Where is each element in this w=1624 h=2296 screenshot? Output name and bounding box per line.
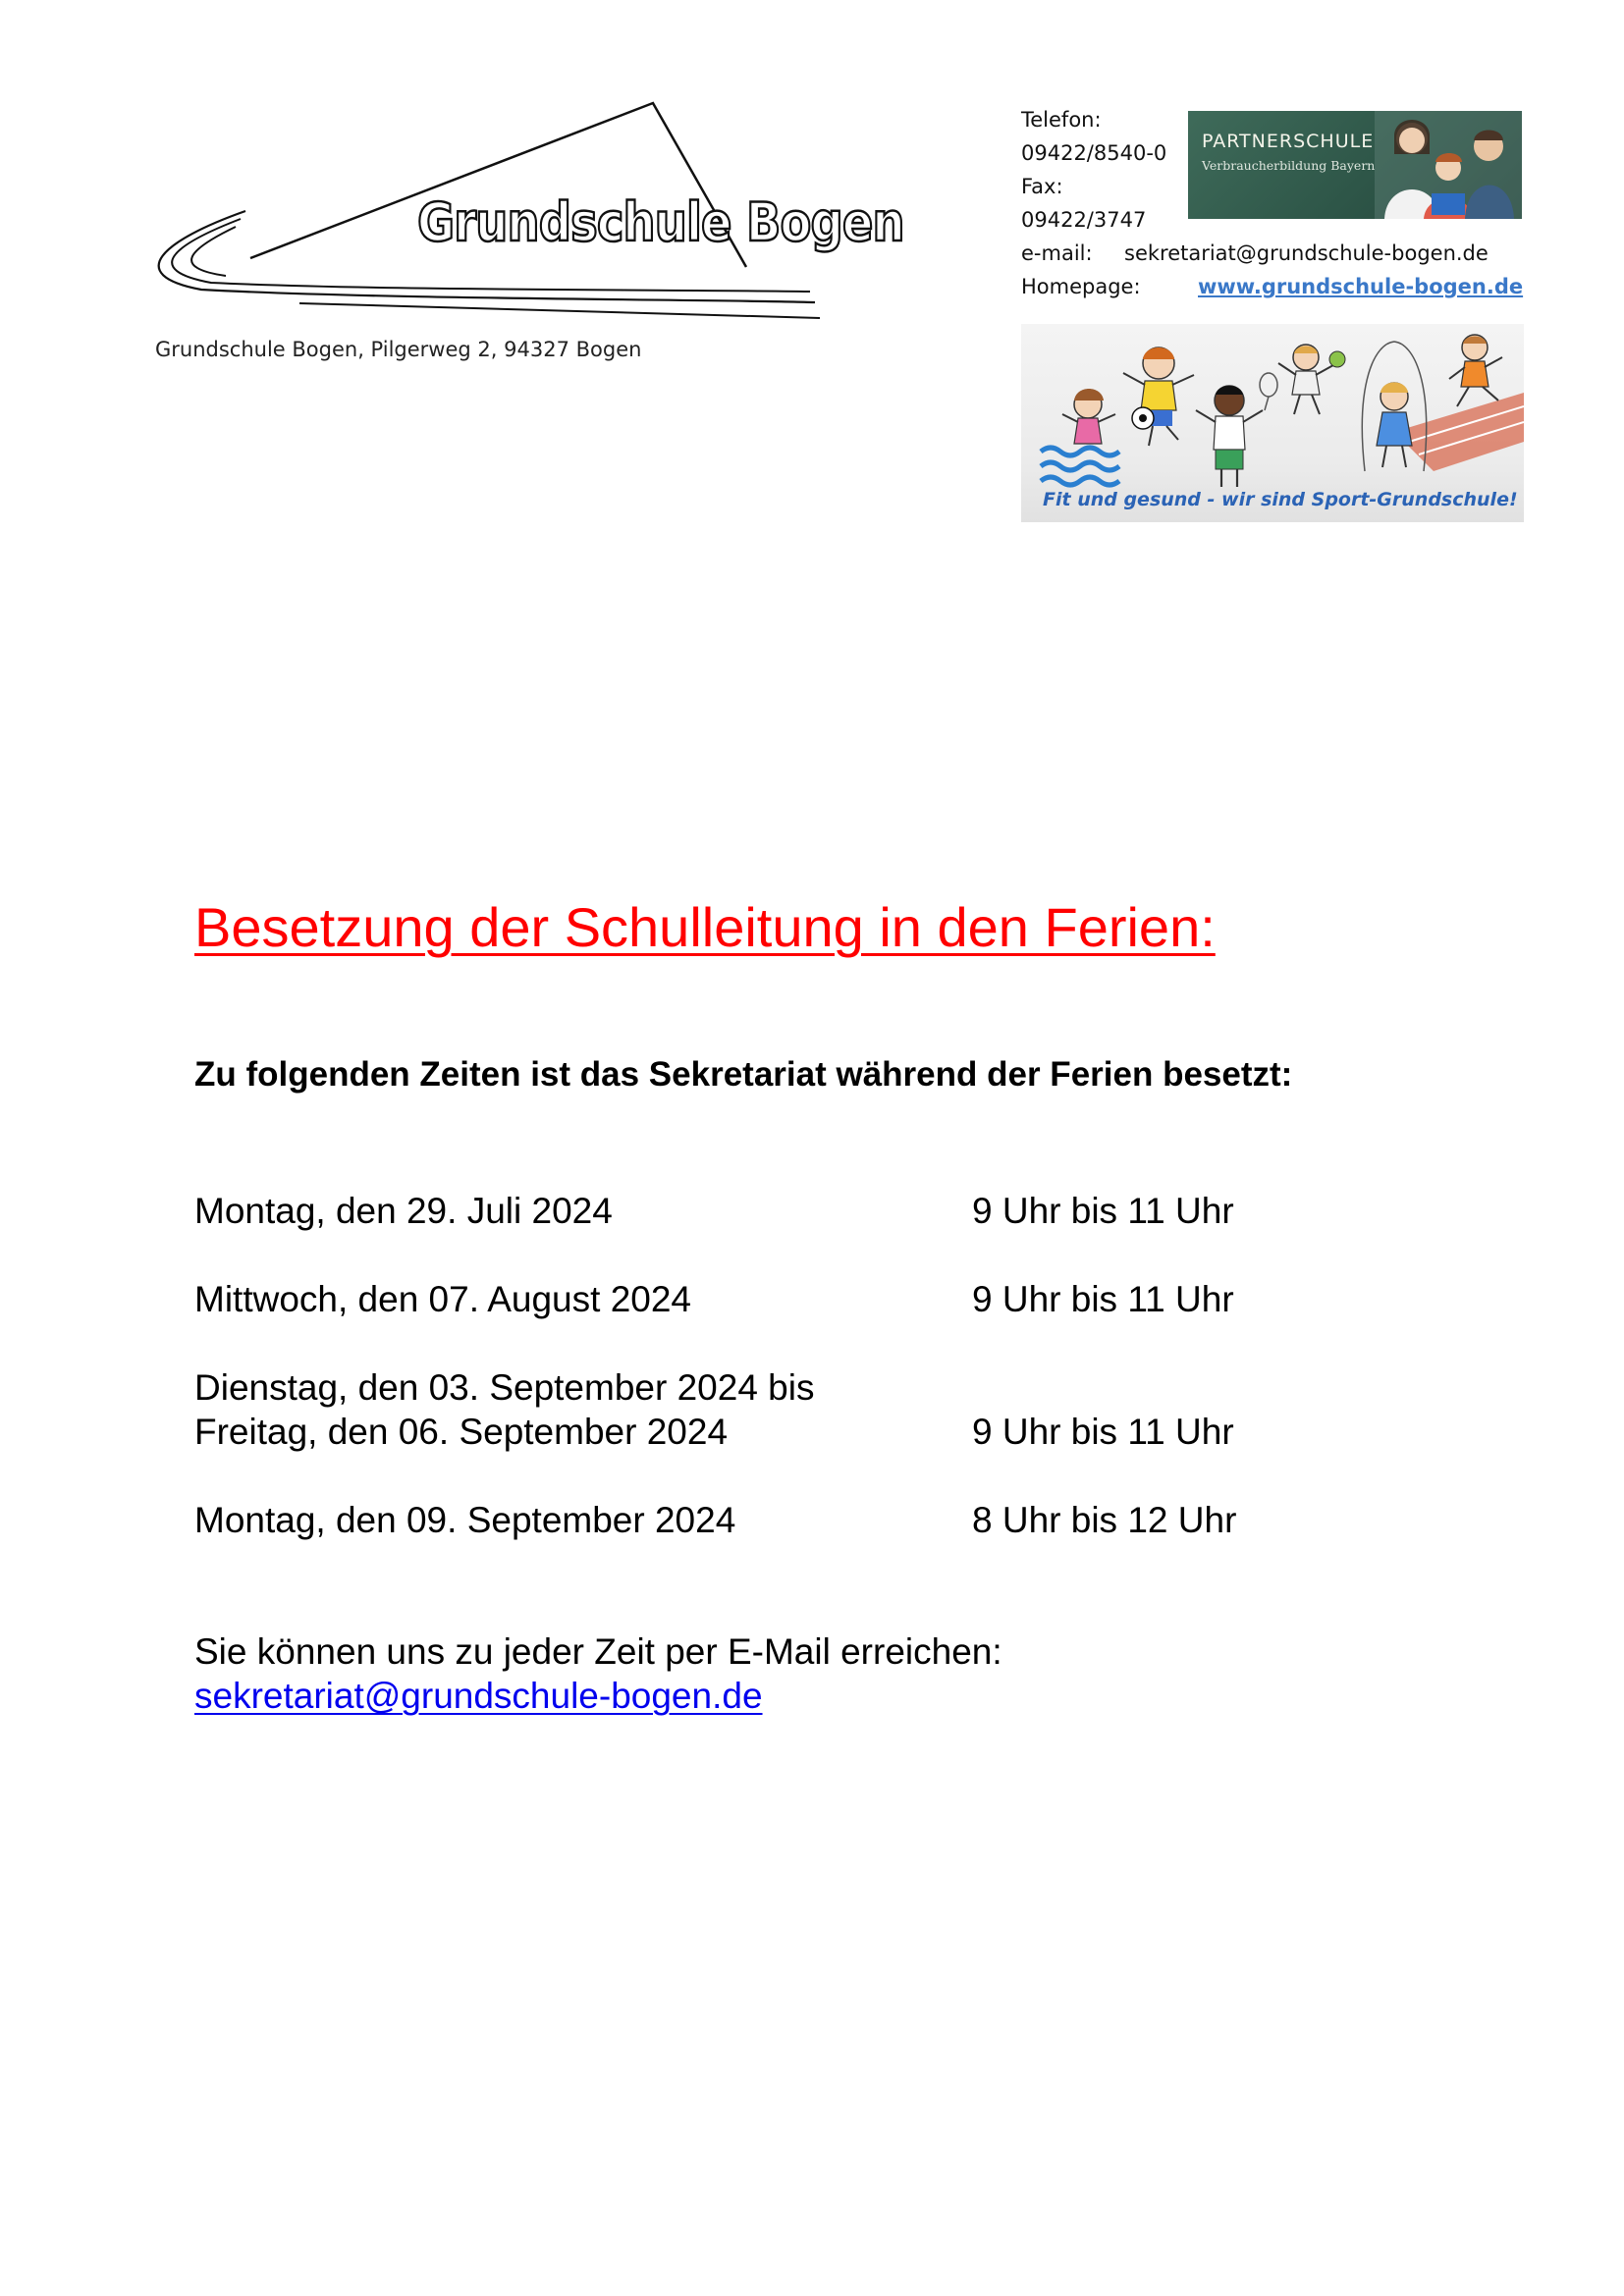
email-value: sekretariat@grundschule-bogen.de — [1124, 241, 1489, 265]
email-contact-note — [194, 1629, 1002, 1718]
homepage-row — [1021, 270, 1523, 303]
telefon-label: Telefon: — [1021, 108, 1102, 132]
homepage-label: Homepage: — [1021, 275, 1141, 298]
schedule-time: 9 Uhr bis 11 Uhr — [972, 1191, 1234, 1231]
email-label: e-mail: — [1021, 241, 1093, 265]
email-link[interactable]: sekretariat@grundschule-bogen.de — [194, 1676, 763, 1716]
sender-address: Grundschule Bogen, Pilgerweg 2, 94327 Bogen — [155, 338, 642, 361]
school-logo — [133, 93, 918, 329]
schedule-entry — [194, 1277, 1234, 1321]
schedule-date: Montag, den 29. Juli 2024 — [194, 1191, 613, 1231]
email-row — [1021, 237, 1523, 270]
telefon-value: 09422/8540-0 — [1021, 141, 1167, 165]
partner-school-badge — [1188, 111, 1522, 219]
schedule-entry — [194, 1189, 1234, 1233]
partner-badge-title: PARTNERSCHULE — [1202, 131, 1375, 152]
students-photo-icon — [1375, 111, 1522, 219]
schedule-date: Montag, den 09. September 2024 — [194, 1500, 736, 1540]
schedule-date-end: Freitag, den 06. September 2024 — [194, 1412, 729, 1452]
schedule-date-start: Dienstag, den 03. September 2024 bis — [194, 1367, 815, 1408]
schedule-time: 9 Uhr bis 11 Uhr — [972, 1279, 1234, 1319]
page-subtitle: Zu folgenden Zeiten ist das Sekretariat während der Ferien besetzt: — [194, 1055, 1293, 1094]
partner-badge-subtitle: Verbraucherbildung Bayern — [1202, 158, 1376, 173]
fax-label: Fax: — [1021, 175, 1063, 198]
schedule-date: Mittwoch, den 07. August 2024 — [194, 1279, 692, 1319]
schedule-time: 9 Uhr bis 11 Uhr — [972, 1412, 1234, 1452]
page-title: Besetzung der Schulleitung in den Ferien: — [194, 896, 1216, 958]
logo-text: Grundschule Bogen — [417, 191, 904, 253]
email-contact-text: Sie können uns zu jeder Zeit per E-Mail erreichen: — [194, 1631, 1002, 1672]
schedule-entry — [194, 1498, 1237, 1542]
homepage-link[interactable]: www.grundschule-bogen.de — [1198, 275, 1524, 298]
sport-banner-caption: Fit und gesund - wir sind Sport-Grundschule! — [1043, 489, 1518, 510]
schedule-time: 8 Uhr bis 12 Uhr — [972, 1500, 1237, 1540]
fax-value: 09422/3747 — [1021, 208, 1147, 232]
sport-school-banner — [1021, 324, 1524, 522]
schedule-entry — [194, 1365, 1234, 1454]
